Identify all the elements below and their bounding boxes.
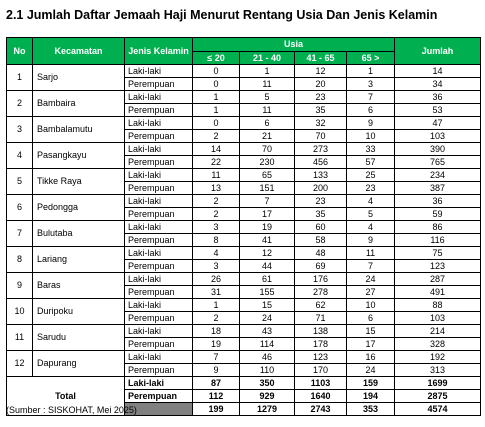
value-cell: 7 bbox=[347, 91, 395, 104]
value-cell: 61 bbox=[240, 273, 295, 286]
gender-cell: Laki-laki bbox=[125, 221, 193, 234]
value-cell: 350 bbox=[240, 377, 295, 390]
gender-cell: Laki-laki bbox=[125, 117, 193, 130]
total-row-laki bbox=[7, 377, 481, 390]
value-cell: 2 bbox=[193, 312, 240, 325]
value-cell: 70 bbox=[240, 143, 295, 156]
value-cell: 11 bbox=[240, 78, 295, 91]
value-cell: 7 bbox=[193, 351, 240, 364]
value-cell: 11 bbox=[240, 104, 295, 117]
value-cell: 19 bbox=[240, 221, 295, 234]
value-cell: 13 bbox=[193, 182, 240, 195]
value-cell: 133 bbox=[295, 169, 347, 182]
row-total-cell: 214 bbox=[395, 325, 481, 338]
value-cell: 22 bbox=[193, 156, 240, 169]
header-age-group: ≤ 20 bbox=[193, 52, 240, 65]
value-cell: 57 bbox=[347, 156, 395, 169]
gender-cell: Laki-laki bbox=[125, 247, 193, 260]
header-kecamatan: Kecamatan bbox=[33, 38, 125, 65]
value-cell: 5 bbox=[240, 91, 295, 104]
value-cell: 24 bbox=[347, 364, 395, 377]
table-row bbox=[7, 65, 481, 78]
value-cell: 176 bbox=[295, 273, 347, 286]
value-cell: 0 bbox=[193, 117, 240, 130]
table-row bbox=[7, 195, 481, 208]
value-cell: 23 bbox=[347, 182, 395, 195]
value-cell: 35 bbox=[295, 104, 347, 117]
header-jenis-kelamin: Jenis Kelamin bbox=[125, 38, 193, 65]
value-cell: 2743 bbox=[295, 403, 347, 416]
kecamatan-cell: Lariang bbox=[33, 247, 125, 273]
hajj-pilgrims-table bbox=[6, 37, 481, 416]
table-row bbox=[7, 299, 481, 312]
value-cell: 10 bbox=[347, 130, 395, 143]
gender-cell: Perempuan bbox=[125, 104, 193, 117]
value-cell: 24 bbox=[347, 273, 395, 286]
value-cell: 15 bbox=[240, 299, 295, 312]
value-cell: 0 bbox=[193, 78, 240, 91]
gender-cell: Laki-laki bbox=[125, 273, 193, 286]
gender-cell: Perempuan bbox=[125, 234, 193, 247]
row-total-cell: 116 bbox=[395, 234, 481, 247]
value-cell: 70 bbox=[295, 130, 347, 143]
row-total-cell: 1699 bbox=[395, 377, 481, 390]
value-cell: 31 bbox=[193, 286, 240, 299]
table-row bbox=[7, 117, 481, 130]
value-cell: 6 bbox=[240, 117, 295, 130]
row-number: 9 bbox=[7, 273, 33, 299]
gender-cell: Laki-laki bbox=[125, 195, 193, 208]
row-total-cell: 313 bbox=[395, 364, 481, 377]
row-total-cell: 14 bbox=[395, 65, 481, 78]
header-jumlah: Jumlah bbox=[395, 38, 481, 65]
value-cell: 87 bbox=[193, 377, 240, 390]
table-row bbox=[7, 91, 481, 104]
page-title: 2.1 Jumlah Daftar Jemaah Haji Menurut Rentang Usia Dan Jenis Kelamin bbox=[6, 8, 438, 22]
value-cell: 58 bbox=[295, 234, 347, 247]
row-number: 4 bbox=[7, 143, 33, 169]
value-cell: 44 bbox=[240, 260, 295, 273]
kecamatan-cell: Sarjo bbox=[33, 65, 125, 91]
kecamatan-cell: Pasangkayu bbox=[33, 143, 125, 169]
gender-cell: Laki-laki bbox=[125, 143, 193, 156]
row-total-cell: 234 bbox=[395, 169, 481, 182]
value-cell: 4 bbox=[193, 247, 240, 260]
value-cell: 19 bbox=[193, 338, 240, 351]
value-cell: 33 bbox=[347, 143, 395, 156]
value-cell: 21 bbox=[240, 130, 295, 143]
gender-cell: Laki-laki bbox=[125, 299, 193, 312]
value-cell: 110 bbox=[240, 364, 295, 377]
value-cell: 0 bbox=[193, 65, 240, 78]
header-age-group: 21 - 40 bbox=[240, 52, 295, 65]
table-row bbox=[7, 169, 481, 182]
value-cell: 48 bbox=[295, 247, 347, 260]
value-cell: 2 bbox=[193, 208, 240, 221]
value-cell: 9 bbox=[347, 117, 395, 130]
value-cell: 1279 bbox=[240, 403, 295, 416]
gender-cell: Perempuan bbox=[125, 182, 193, 195]
table-row bbox=[7, 325, 481, 338]
value-cell: 23 bbox=[295, 91, 347, 104]
value-cell: 46 bbox=[240, 351, 295, 364]
value-cell: 353 bbox=[347, 403, 395, 416]
value-cell: 35 bbox=[295, 208, 347, 221]
row-number: 2 bbox=[7, 91, 33, 117]
value-cell: 3 bbox=[193, 260, 240, 273]
value-cell: 1 bbox=[347, 65, 395, 78]
value-cell: 8 bbox=[193, 234, 240, 247]
value-cell: 114 bbox=[240, 338, 295, 351]
value-cell: 159 bbox=[347, 377, 395, 390]
kecamatan-cell: Baras bbox=[33, 273, 125, 299]
value-cell: 170 bbox=[295, 364, 347, 377]
grand-total-cell: 4574 bbox=[395, 403, 481, 416]
value-cell: 6 bbox=[347, 312, 395, 325]
kecamatan-cell: Duripoku bbox=[33, 299, 125, 325]
gender-cell: Perempuan bbox=[125, 338, 193, 351]
row-number: 8 bbox=[7, 247, 33, 273]
value-cell: 7 bbox=[347, 260, 395, 273]
value-cell: 27 bbox=[347, 286, 395, 299]
gender-cell: Perempuan bbox=[125, 390, 193, 403]
gender-cell: Perempuan bbox=[125, 78, 193, 91]
row-total-cell: 123 bbox=[395, 260, 481, 273]
value-cell: 273 bbox=[295, 143, 347, 156]
gender-cell: Laki-laki bbox=[125, 169, 193, 182]
table-body bbox=[7, 65, 481, 377]
value-cell: 17 bbox=[347, 338, 395, 351]
value-cell: 12 bbox=[295, 65, 347, 78]
gender-cell: Perempuan bbox=[125, 130, 193, 143]
header-no: No bbox=[7, 38, 33, 65]
value-cell: 43 bbox=[240, 325, 295, 338]
value-cell: 199 bbox=[193, 403, 240, 416]
kecamatan-cell: Pedongga bbox=[33, 195, 125, 221]
value-cell: 4 bbox=[347, 221, 395, 234]
value-cell: 32 bbox=[295, 117, 347, 130]
row-number: 10 bbox=[7, 299, 33, 325]
row-total-cell: 36 bbox=[395, 91, 481, 104]
row-number: 5 bbox=[7, 169, 33, 195]
value-cell: 1103 bbox=[295, 377, 347, 390]
row-number: 6 bbox=[7, 195, 33, 221]
value-cell: 3 bbox=[193, 221, 240, 234]
row-total-cell: 86 bbox=[395, 221, 481, 234]
kecamatan-cell: Bulutaba bbox=[33, 221, 125, 247]
gender-cell: Laki-laki bbox=[125, 65, 193, 78]
row-number: 3 bbox=[7, 117, 33, 143]
value-cell: 69 bbox=[295, 260, 347, 273]
value-cell: 155 bbox=[240, 286, 295, 299]
value-cell: 9 bbox=[347, 234, 395, 247]
value-cell: 151 bbox=[240, 182, 295, 195]
value-cell: 2 bbox=[193, 130, 240, 143]
value-cell: 1 bbox=[193, 104, 240, 117]
value-cell: 278 bbox=[295, 286, 347, 299]
value-cell: 200 bbox=[295, 182, 347, 195]
value-cell: 23 bbox=[295, 195, 347, 208]
value-cell: 929 bbox=[240, 390, 295, 403]
value-cell: 12 bbox=[240, 247, 295, 260]
row-total-cell: 75 bbox=[395, 247, 481, 260]
table-row bbox=[7, 351, 481, 364]
kecamatan-cell: Tikke Raya bbox=[33, 169, 125, 195]
value-cell: 456 bbox=[295, 156, 347, 169]
row-total-cell: 2875 bbox=[395, 390, 481, 403]
value-cell: 60 bbox=[295, 221, 347, 234]
row-number: 1 bbox=[7, 65, 33, 91]
value-cell: 26 bbox=[193, 273, 240, 286]
row-number: 12 bbox=[7, 351, 33, 377]
row-number: 7 bbox=[7, 221, 33, 247]
row-total-cell: 387 bbox=[395, 182, 481, 195]
value-cell: 16 bbox=[347, 351, 395, 364]
value-cell: 4 bbox=[347, 195, 395, 208]
table-row bbox=[7, 143, 481, 156]
value-cell: 138 bbox=[295, 325, 347, 338]
value-cell: 20 bbox=[295, 78, 347, 91]
value-cell: 7 bbox=[240, 195, 295, 208]
value-cell: 5 bbox=[347, 208, 395, 221]
value-cell: 11 bbox=[347, 247, 395, 260]
gender-cell: Perempuan bbox=[125, 286, 193, 299]
value-cell: 10 bbox=[347, 299, 395, 312]
row-total-cell: 53 bbox=[395, 104, 481, 117]
row-total-cell: 103 bbox=[395, 312, 481, 325]
value-cell: 25 bbox=[347, 169, 395, 182]
gender-cell: Laki-laki bbox=[125, 91, 193, 104]
value-cell: 15 bbox=[347, 325, 395, 338]
value-cell: 230 bbox=[240, 156, 295, 169]
row-total-cell: 192 bbox=[395, 351, 481, 364]
gender-cell: Perempuan bbox=[125, 312, 193, 325]
gender-cell: Perempuan bbox=[125, 364, 193, 377]
gender-cell: Perempuan bbox=[125, 260, 193, 273]
gender-cell: Laki-laki bbox=[125, 325, 193, 338]
kecamatan-cell: Sarudu bbox=[33, 325, 125, 351]
value-cell: 71 bbox=[295, 312, 347, 325]
value-cell: 112 bbox=[193, 390, 240, 403]
value-cell: 3 bbox=[347, 78, 395, 91]
value-cell: 2 bbox=[193, 195, 240, 208]
value-cell: 1 bbox=[193, 91, 240, 104]
value-cell: 123 bbox=[295, 351, 347, 364]
value-cell: 1 bbox=[193, 299, 240, 312]
row-total-cell: 59 bbox=[395, 208, 481, 221]
value-cell: 194 bbox=[347, 390, 395, 403]
header-usia: Usia bbox=[193, 38, 395, 52]
value-cell: 62 bbox=[295, 299, 347, 312]
source-note: (Sumber : SISKOHAT, Mei 2025) bbox=[6, 405, 137, 415]
gender-cell: Perempuan bbox=[125, 156, 193, 169]
row-total-cell: 36 bbox=[395, 195, 481, 208]
header-age-group: 41 - 65 bbox=[295, 52, 347, 65]
gender-cell: Laki-laki bbox=[125, 351, 193, 364]
table-row bbox=[7, 247, 481, 260]
row-total-cell: 328 bbox=[395, 338, 481, 351]
row-total-cell: 390 bbox=[395, 143, 481, 156]
row-total-cell: 491 bbox=[395, 286, 481, 299]
value-cell: 1 bbox=[240, 65, 295, 78]
value-cell: 1640 bbox=[295, 390, 347, 403]
row-number: 11 bbox=[7, 325, 33, 351]
value-cell: 41 bbox=[240, 234, 295, 247]
table-row bbox=[7, 273, 481, 286]
gender-cell: Laki-laki bbox=[125, 377, 193, 390]
row-total-cell: 47 bbox=[395, 117, 481, 130]
total-label: Total bbox=[7, 377, 125, 416]
header-age-group: 65 > bbox=[347, 52, 395, 65]
kecamatan-cell: Bambaira bbox=[33, 91, 125, 117]
kecamatan-cell: Dapurang bbox=[33, 351, 125, 377]
value-cell: 14 bbox=[193, 143, 240, 156]
value-cell: 18 bbox=[193, 325, 240, 338]
value-cell: 178 bbox=[295, 338, 347, 351]
gender-cell: Perempuan bbox=[125, 208, 193, 221]
value-cell: 6 bbox=[347, 104, 395, 117]
value-cell: 9 bbox=[193, 364, 240, 377]
value-cell: 24 bbox=[240, 312, 295, 325]
row-total-cell: 34 bbox=[395, 78, 481, 91]
value-cell: 65 bbox=[240, 169, 295, 182]
table-row bbox=[7, 221, 481, 234]
kecamatan-cell: Bambalamutu bbox=[33, 117, 125, 143]
value-cell: 11 bbox=[193, 169, 240, 182]
value-cell: 17 bbox=[240, 208, 295, 221]
row-total-cell: 103 bbox=[395, 130, 481, 143]
row-total-cell: 765 bbox=[395, 156, 481, 169]
row-total-cell: 88 bbox=[395, 299, 481, 312]
row-total-cell: 287 bbox=[395, 273, 481, 286]
